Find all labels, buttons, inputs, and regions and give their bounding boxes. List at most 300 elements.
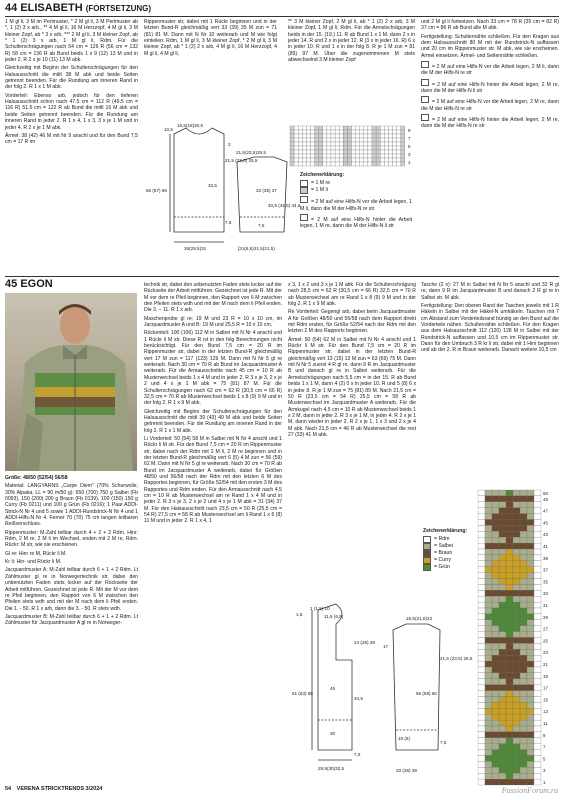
chart-cell (527, 661, 534, 667)
chart-cell (520, 649, 527, 655)
sweater-illustration (5, 293, 137, 471)
chart-cell (527, 537, 534, 543)
chart-cell (506, 673, 513, 679)
chart-cell (520, 573, 527, 579)
color-swatch (423, 536, 431, 543)
chart-cell (534, 638, 541, 644)
legend-item: = 2 M auf eine Hilfs-N hinter die Arbeit legen, 2 M re, dann die M der Hilfs-N li str (421, 79, 559, 95)
chart-cell (520, 750, 527, 756)
text-block: Material: LANGYARNS „Carpe Diem" (70% Schurwolle, 30% Alpaka, LL = 90 m/50 g): 650 (700) 750 g Salbei (Fb 0093), 150 (200) 200 g Braun (Fb 0139), 100 (150) 150 g Curry (Fb 0211) und 100 g Grün (Fb 0216); 1 Paar ADDI-Strick-N Nr 4 und 5 sowie 1 ADDI-Rundstrick-N Nr 4 und 1 ADDI-Hilfs-N Nr 4. Ferner 70 (70) 75 cm langen teilbaren Reißverschluss. (5, 483, 138, 528)
text-block: Ärmel: 50 (54) 62 M in Salbei mit N Nr 4 anschl und 1 Rückr li M str. Für den Bund 7,5 cm = 20 R im Rippenmuster str, dabei in der letzten Bund-R gleichmäßig vert 13 (15) 13 M zun = 63 (69) 75 M. Dann mit N Nr 5 zuerst 4 R gl re, dann 9 R im Jacquardmuster B und danach gl re in Salbei weiterarb. Für die Armelschrägungen nach 5,5 cm = in der 15. R ab Bund beids 1 x 1 M, dann 4 (2) 0 x in jeder 10. R und 5 (8) 6 x in jeder 8. R je 1 M zun = 75 (81) 89 M. Nach 21,5 cm = 50 R (23,5 cm = 54 R) 25,5 cm = 58 R ab Musterwechsel im Jacquardmuster A weiterarb. Für die Armkugel nach 4,5 cm = 10 R ab Musterwechsel beids 1 x 2 M, dann in jeder 2. R 3 x je 1 M, in jeder 4. R 2 x je 1 M, dann wieder in jeder 2. R 2 x je 1, 1 x 3 und 2 x je 4 M abk. Nach 21,5 cm = 46 R ab Musterwechsel die rest 27 (33) 41 M abk. (288, 336, 416, 438)
chart-cell (352, 134, 356, 138)
chart-cell (485, 602, 492, 608)
chart-cell (343, 158, 347, 162)
chart-cell (298, 126, 302, 130)
chart-cell (294, 130, 298, 134)
chart-cell (311, 158, 315, 162)
chart-cell (506, 726, 513, 732)
chart-cell (311, 126, 315, 130)
chart-cell (327, 158, 331, 162)
chart-cell (520, 702, 527, 708)
chart-cell (506, 750, 513, 756)
chart-cell (492, 555, 499, 561)
chart-cell (327, 130, 331, 134)
chart-cell (302, 150, 306, 154)
chart-cell (290, 126, 294, 130)
chart-cell (506, 626, 513, 632)
chart-cell (534, 590, 541, 596)
chart-cell (339, 154, 343, 158)
egon-schematic (288, 600, 473, 786)
chart-cell (393, 138, 397, 142)
chart-cell (513, 720, 520, 726)
chart-cell (513, 702, 520, 708)
chart-cell (513, 714, 520, 720)
chart-cell (485, 502, 492, 508)
chart-cell (478, 496, 485, 502)
row-number: 39 (543, 555, 548, 561)
chart-cell (499, 756, 506, 762)
chart-cell (527, 502, 534, 508)
chart-cell (478, 638, 485, 644)
chart-cell (492, 655, 499, 661)
chart-cell (520, 567, 527, 573)
chart-cell (347, 126, 351, 130)
chart-cell (534, 779, 541, 785)
chart-cell (513, 561, 520, 567)
text-block: Gleichzeitig mit Beginn der Schulterschrägungen für den Halsausschnitt die mittl 39 (43) 49 M abk und beide Seiten getrennt beenden. Für die Rundung am inneren Rand in der folg 2. R 1 x 1 M abk. (144, 408, 282, 434)
size-line: Größe: 48/50 (52/54) 56/58 (5, 475, 68, 481)
chart-cell (534, 520, 541, 526)
legend-item: = Grün (423, 564, 473, 571)
chart-cell (294, 134, 298, 138)
chart-cell (331, 126, 335, 130)
chart-cell (335, 146, 339, 150)
chart-cell (499, 549, 506, 555)
dim-label: 2 (228, 142, 231, 147)
chart-cell (485, 649, 492, 655)
dim-label: 32,5 (208, 183, 217, 188)
row-number: 45 (543, 520, 548, 526)
chart-cell (372, 154, 376, 158)
magazine-name: VERENA STRICKTRENDS 3/2024 (16, 786, 103, 792)
chart-cell (492, 496, 499, 502)
chart-cell (380, 126, 384, 130)
chart-cell (302, 146, 306, 150)
chart-cell (323, 126, 327, 130)
chart-cell (397, 162, 401, 166)
chart-cell (492, 567, 499, 573)
chart-cell (492, 590, 499, 596)
chart-cell (534, 761, 541, 767)
dim-label: 34,5 (354, 696, 363, 701)
chart-cell (506, 514, 513, 520)
chart-cell (393, 126, 397, 130)
chart-cell (290, 158, 294, 162)
chart-cell (513, 685, 520, 691)
chart-cell (347, 138, 351, 142)
row-number: 43 (543, 532, 548, 538)
chart-cell (485, 720, 492, 726)
chart-cell (520, 643, 527, 649)
chart-cell (478, 667, 485, 673)
chart-cell (315, 146, 319, 150)
chart-cell (478, 584, 485, 590)
chart-cell (364, 126, 368, 130)
chart-cell (499, 531, 506, 537)
chart-cell (499, 579, 506, 585)
chart-cell (506, 490, 513, 496)
chart-cell (506, 567, 513, 573)
text-block: Rippenmuster: M-Zahl teilbar durch 4 + 2 + 2 Rdm. Hinr: Rdm, 2 M re, 2 M li im Wechsel, enden mit 2 M re, Rdm. Rückr: M str, wie sie erscheinen. (5, 529, 138, 549)
chart-cell (372, 134, 376, 138)
chart-cell (376, 142, 380, 146)
chart-cell (513, 525, 520, 531)
chart-cell (311, 130, 315, 134)
chart-cell (499, 638, 506, 644)
row-number: 21 (543, 662, 548, 667)
chart-cell (513, 726, 520, 732)
model-photo (5, 293, 137, 471)
chart-cell (520, 667, 527, 673)
chart-cell (376, 138, 380, 142)
chart-cell (492, 779, 499, 785)
chart-cell (506, 655, 513, 661)
chart-cell (315, 130, 319, 134)
chart-cell (393, 146, 397, 150)
chart-cell (527, 584, 534, 590)
chart-cell (347, 134, 351, 138)
chart-cell (534, 726, 541, 732)
chart-cell (534, 561, 541, 567)
chart-cell (492, 584, 499, 590)
chart-cell (520, 514, 527, 520)
chart-cell (520, 655, 527, 661)
chart-cell (492, 490, 499, 496)
chart-cell (343, 126, 347, 130)
chart-cell (401, 126, 405, 130)
row-number: 27 (543, 626, 548, 632)
chart-cell (384, 138, 388, 142)
chart-cell (306, 142, 310, 146)
chart-cell (527, 702, 534, 708)
egon-column-2 (144, 282, 282, 782)
chart-cell (343, 154, 347, 158)
chart-cell (513, 579, 520, 585)
chart-cell (499, 620, 506, 626)
dim-label: 11,5 (6,5) (324, 614, 344, 619)
chart-cell (485, 661, 492, 667)
chart-cell (520, 761, 527, 767)
chart-cell (347, 142, 351, 146)
chart-cell (294, 138, 298, 142)
chart-cell (388, 162, 392, 166)
text-block: x 3, 1 x 2 und 3 x je 1 M abk. Für die Schulterschrägung nach 28,5 cm = 62 R (30,5 cm = 66 R) 32,5 cm = 70 R ab Musterwechsel am re Rand 1 x 8 (9) 9 M und in der folg 2. R 1 x 9 M abk. (288, 282, 416, 308)
legend-title: Zeichenerklärung: (300, 172, 345, 178)
chart-cell (492, 579, 499, 585)
chart-cell (335, 138, 339, 142)
chart-cell (492, 744, 499, 750)
chart-cell (343, 142, 347, 146)
chart-cell (520, 708, 527, 714)
chart-cell (534, 626, 541, 632)
chart-cell (388, 158, 392, 162)
chart-cell (323, 134, 327, 138)
chart-cell (527, 750, 534, 756)
chart-cell (401, 138, 405, 142)
chart-cell (478, 573, 485, 579)
chart-cell (335, 134, 339, 138)
chart-cell (513, 549, 520, 555)
chart-cell (506, 620, 513, 626)
chart-cell (513, 779, 520, 785)
chart-cell (492, 732, 499, 738)
chart-cell (492, 531, 499, 537)
chart-cell (534, 673, 541, 679)
chart-cell (499, 590, 506, 596)
chart-cell (368, 126, 372, 130)
dim-label: 7,5 (225, 220, 232, 225)
chart-cell (478, 697, 485, 703)
chart-cell (527, 608, 534, 614)
elisabeth-schematic (144, 122, 301, 272)
chart-cell (485, 773, 492, 779)
chart-cell (499, 744, 506, 750)
chart-cell (520, 738, 527, 744)
egon-jacquard-chart (478, 488, 560, 786)
chart-cell (506, 661, 513, 667)
chart-cell (506, 756, 513, 762)
dim-label: 56 (58) 60 (416, 691, 437, 696)
chart-cell (384, 130, 388, 134)
chart-cell (492, 561, 499, 567)
chart-cell (485, 596, 492, 602)
chart-cell (492, 508, 499, 514)
chart-cell (513, 643, 520, 649)
chart-cell (527, 761, 534, 767)
chart-cell (506, 685, 513, 691)
page-footer (5, 786, 102, 792)
text-block: Fertigstellung: Schulternähte schließen. Für den Kragen aus dem Halsausschnitt 80 M mit der Rundstrick-N auffassen und 20 cm im Rippenmuster str. M abk, wie sie erscheinen. Armel einsetzen. Ärmel- und Seitennähte schließen. (421, 33, 559, 59)
chart-cell (306, 158, 310, 162)
chart-cell (360, 126, 364, 130)
dim-label: 1,5 (296, 612, 303, 617)
row-number: 3 (408, 152, 411, 157)
chart-cell (506, 720, 513, 726)
chart-cell (492, 537, 499, 543)
chart-cell (331, 142, 335, 146)
chart-cell (478, 732, 485, 738)
chart-cell (499, 596, 506, 602)
chart-cell (319, 142, 323, 146)
chart-cell (513, 596, 520, 602)
dim-label: 29,5(30)32,5 (318, 766, 345, 771)
chart-cell (506, 667, 513, 673)
chart-cell (311, 134, 315, 138)
chart-cell (534, 773, 541, 779)
chart-cell (520, 620, 527, 626)
chart-cell (506, 496, 513, 502)
chart-cell (492, 614, 499, 620)
text-block: und 2 M gl li fortsetzen. Nach 33 cm = 78 R (35 cm = 82 R) 37 cm = 86 R ab Bund alle M abk. (421, 19, 559, 32)
color-swatch (423, 557, 431, 564)
dim-label: 33 (35) 37 (256, 188, 277, 193)
chart-cell (478, 561, 485, 567)
chart-cell (380, 150, 384, 154)
dim-label: 16,5(21,5)23 (406, 616, 433, 621)
dim-label: 10,5 (164, 127, 173, 132)
chart-cell (397, 154, 401, 158)
chart-cell (527, 697, 534, 703)
chart-cell (506, 525, 513, 531)
chart-cell (388, 134, 392, 138)
row-number: 41 (543, 544, 548, 549)
legend-item: = 1 M li (300, 187, 412, 194)
chart-cell (527, 490, 534, 496)
chart-cell (506, 543, 513, 549)
chart-cell (499, 520, 506, 526)
chart-cell (356, 134, 360, 138)
chart-cell (527, 673, 534, 679)
chart-cell (506, 502, 513, 508)
chart-cell (499, 608, 506, 614)
chart-cell (319, 130, 323, 134)
chart-cell (499, 767, 506, 773)
chart-cell (298, 142, 302, 146)
text-block: Jacquardmuster B: M-Zahl teilbar durch 6 + 1 + 2 Rdm. Lt Zählmuster für Jacquardmuster A gl re in Norweger- (5, 613, 138, 627)
chart-cell (485, 655, 492, 661)
chart-cell (506, 508, 513, 514)
chart-cell (513, 531, 520, 537)
chart-cell (478, 720, 485, 726)
chart-cell (478, 691, 485, 697)
chart-cell (368, 134, 372, 138)
chart-cell (534, 608, 541, 614)
cable-symbol-icon (421, 114, 429, 121)
chart-cell (506, 561, 513, 567)
chart-cell (331, 130, 335, 134)
chart-cell (506, 697, 513, 703)
chart-cell (384, 150, 388, 154)
chart-cell (485, 708, 492, 714)
chart-cell (331, 138, 335, 142)
legend-item: = 2 M auf eine Hilfs-N vor die Arbeit legen, 2 M re, dann die M der Hilfs-N re str (421, 96, 559, 112)
chart-cell (520, 525, 527, 531)
chart-cell (492, 738, 499, 744)
chart-cell (513, 632, 520, 638)
chart-cell (352, 138, 356, 142)
chart-cell (527, 720, 534, 726)
text-block: Rippenmuster str, dabei mit 1 Rückr beginnen und in der letzten Bund-R gleichmäßig vert 33 (39) 35 M zun = 71 (81) 81 M. Dann mit N Nr 10 weiterarb und M wie folgt einteilen: Rdm, 1 M gl li, 3 M kleiner Zopf, * 2 M gl li, 3 M kleiner Zopf, ab * 1 (2) 2 x arb, 4 M gl li, 16 M Herzzopf, 4 M gl li, 4 M gl li, (144, 19, 277, 57)
chart-cell (506, 549, 513, 555)
chart-cell (401, 150, 405, 154)
chart-cell (520, 579, 527, 585)
chart-cell (506, 773, 513, 779)
chart-cell (380, 162, 384, 166)
chart-cell (360, 158, 364, 162)
chart-cell (485, 697, 492, 703)
elisabeth-column-2 (144, 19, 277, 119)
chart-cell (527, 620, 534, 626)
chart-cell (534, 667, 541, 673)
chart-cell (376, 158, 380, 162)
chart-cell (520, 779, 527, 785)
chart-cell (527, 579, 534, 585)
chart-cell (401, 162, 405, 166)
chart-cell (485, 691, 492, 697)
chart-cell (319, 150, 323, 154)
text-block: Gleichzeitig mit Beginn der Schulterschrägungen für den Halsausschnitt die mittl 38 M abk und beide Seiten getrennt beenden. Für die Rundung am inneren Rand in der folg 2. R 1 x 1 M abk. (5, 65, 138, 91)
chart-cell (478, 525, 485, 531)
chart-cell (527, 561, 534, 567)
chart-cell (513, 732, 520, 738)
chart-cell (315, 154, 319, 158)
chart-cell (388, 142, 392, 146)
chart-cell (384, 158, 388, 162)
row-number: 50 (543, 490, 548, 496)
row-number: 11 (543, 721, 548, 726)
chart-cell (372, 146, 376, 150)
chart-cell (527, 508, 534, 514)
row-number: 7 (408, 136, 411, 141)
chart-cell (335, 158, 339, 162)
chart-cell (506, 714, 513, 720)
chart-cell (478, 750, 485, 756)
chart-cell (527, 531, 534, 537)
dim-label: 21,5(23,5)25,5 (236, 150, 266, 155)
chart-cell (513, 543, 520, 549)
chart-cell (513, 573, 520, 579)
row-number: 1 (408, 160, 411, 165)
chart-cell (513, 490, 520, 496)
chart-cell (384, 154, 388, 158)
chart-cell (492, 608, 499, 614)
chart-cell (499, 537, 506, 543)
chart-cell (376, 134, 380, 138)
chart-cell (478, 679, 485, 685)
chart-cell (534, 720, 541, 726)
chart-cell (520, 773, 527, 779)
legend-item: = 1 M re (300, 180, 412, 187)
chart-cell (323, 142, 327, 146)
legend-item: = 2 M auf eine Hilfs-N hinter die Arbeit legen, 1 M re, dann die M der Hilfs-N li str (300, 214, 412, 230)
chart-cell (388, 138, 392, 142)
chart-cell (331, 154, 335, 158)
chart-cell (499, 502, 506, 508)
chart-cell (290, 130, 294, 134)
chart-cell (520, 767, 527, 773)
chart-cell (499, 573, 506, 579)
chart-cell (335, 162, 339, 166)
chart-cell (323, 158, 327, 162)
chart-cell (506, 632, 513, 638)
chart-cell (298, 134, 302, 138)
section-title-egon (5, 278, 53, 290)
chart-cell (302, 162, 306, 166)
chart-cell (360, 146, 364, 150)
chart-cell (492, 691, 499, 697)
chart-cell (506, 537, 513, 543)
chart-cell (376, 130, 380, 134)
chart-cell (520, 691, 527, 697)
chart-cell (527, 767, 534, 773)
chart-cell (520, 661, 527, 667)
chart-cell (534, 661, 541, 667)
chart-cell (527, 643, 534, 649)
chart-cell (327, 154, 331, 158)
chart-cell (534, 549, 541, 555)
chart-cell (513, 602, 520, 608)
